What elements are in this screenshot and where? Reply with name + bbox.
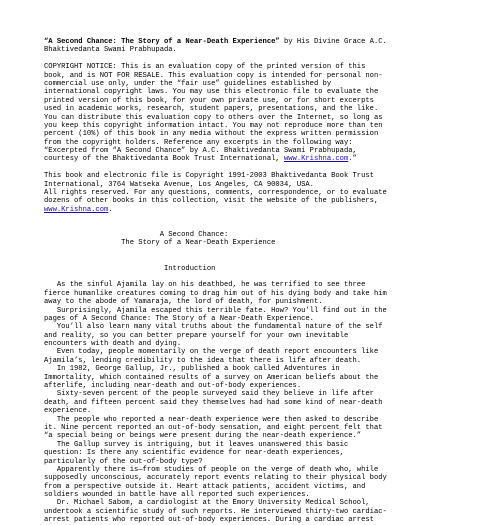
trust-link-line xyxy=(44,206,475,214)
body-line: undertook a scientific study of such reports. He interviewed thirty-two cardiac- xyxy=(44,507,387,516)
copyright-line: You can distribute this evaluation copy to others over the Internet, so long as xyxy=(44,113,383,122)
body-line: Ajamila’s, lending credibility to the idea that there is life after death. xyxy=(44,356,362,365)
body-line: encounters with death and dying. xyxy=(44,340,182,349)
copyright-line: COPYRIGHT NOTICE: This is an evaluation copy of the printed version of this xyxy=(44,63,366,72)
copyright-notice xyxy=(44,63,475,164)
copyright-line: percent (10%) of this book in any media without the express written permission xyxy=(44,130,379,139)
body-line: In 1982, George Gallup, Jr., published a book called Adventures in xyxy=(44,365,340,374)
courtesy-end: .” xyxy=(348,155,357,164)
copyright-line: printed version of this book, for your own private use, or for short excerpts xyxy=(44,96,374,105)
copyright-line: international copyright laws. You may use this electronic file to evaluate the xyxy=(44,88,379,97)
body-line: Surprisingly, Ajamila escaped this terrible fate. How? You’ll find out in the xyxy=(44,306,387,315)
copyright-line: you keep this copyright information intact. You may not reproduce more than ten xyxy=(44,121,383,130)
author-name-line: Bhaktivedanta Swami Prabhupada. xyxy=(44,46,177,55)
body-line: As the sinful Ajamila lay on his deathbed, he was terrified to see three xyxy=(44,281,366,290)
courtesy-text: courtesy of the Bhaktivedanta Book Trust International, xyxy=(44,155,284,164)
body-line: Sixty-seven percent of the people surveyed said they believe in life after xyxy=(44,390,374,399)
body-line: The Gallup survey is intriguing, but it leaves unanswered this basic xyxy=(44,440,349,449)
body-line: experience. xyxy=(44,407,92,416)
section-title: Introduction xyxy=(163,264,216,273)
body-line: fierce humanlike creatures coming to drag him out of his dying body and take him xyxy=(44,289,387,298)
trust-line: International, 3764 Watseka Avenue, Los Angeles, CA 90034, USA. xyxy=(44,180,314,189)
body-line: question: Is there any scientific evidence for near-death experiences, xyxy=(44,449,344,458)
body-line: it. Nine percent reported an out-of-body sensation, and eight percent felt that xyxy=(44,423,383,432)
author-byline: by His Divine Grace A.C. xyxy=(279,38,387,46)
publisher-website-link[interactable]: www.Krishna.com xyxy=(44,205,109,214)
body-line: death, and fifteen percent said they themselves had had some kind of near-death xyxy=(44,398,383,407)
copyright-line: “Excerpted from “A Second Chance” by A.C. Bhaktivedanta Swami Prabhupada, xyxy=(44,147,357,156)
body-line: Immortality, which contained results of a survey on American beliefs about the xyxy=(44,373,379,382)
body-line: Apparently there is—from studies of people on the verge of death who, while xyxy=(44,465,379,474)
copyright-line: book, and is NOT FOR RESALE. This evaluation copy is intended for personal non- xyxy=(44,71,383,80)
body-line: from a perspective outside it. Heart attack patients, accident victims, and xyxy=(44,482,366,491)
trust-line: This book and electronic file is Copyright 1991-2003 Bhaktivedanta Book Trust xyxy=(44,172,374,181)
copyright-line: commercial use only, under the “fair use” guidelines established by xyxy=(44,79,332,88)
courtesy-line xyxy=(44,155,475,163)
heading-subtitle: The Story of a Near-Death Experience xyxy=(121,239,276,248)
body-line: You’ll also learn many vital truths about the fundamental nature of the self xyxy=(44,323,383,332)
trust-paragraph xyxy=(44,172,475,214)
body-line: afterlife, including near-death and out-of-body experiences. xyxy=(44,382,302,391)
trust-link-end: . xyxy=(108,205,113,214)
section-heading xyxy=(44,265,475,273)
body-line: supposedly unconscious, accurately report events relating to their physical body xyxy=(44,474,387,483)
body-line: soldiers wounded in battle have all reported such experiences. xyxy=(44,491,310,500)
body-line: arrest patients who reported out-of-body experiences. During a cardiac arrest xyxy=(44,516,374,525)
body-line: pages of A Second Chance: The Story of a Near-Death Experience. xyxy=(44,314,314,323)
copyright-line: used in academic works, research, student papers, presentations, and the like. xyxy=(44,105,379,114)
heading-title: A Second Chance: xyxy=(159,230,229,239)
body-line: Even today, people momentarily on the verge of death report encounters like xyxy=(44,348,379,357)
intro-line xyxy=(44,38,475,46)
body-line: Dr. Michael Sabom, a cardiologist at the Emory University Medical School, xyxy=(44,499,370,508)
body-line: The people who reported a near-death experience were then asked to describe xyxy=(44,415,379,424)
body-line: particularly of the out-of-body type? xyxy=(44,457,203,466)
body-line: “a special being or beings were present during the near-death experience.” xyxy=(44,432,362,441)
book-heading-line1 xyxy=(44,231,475,239)
body-line: and reality, so you can better prepare yourself for your own inevitable xyxy=(44,331,349,340)
trust-line: All rights reserved. For any questions, comments, correspondence, or to evaluate xyxy=(44,189,387,198)
book-heading-line2 xyxy=(44,239,475,247)
krishna-com-link[interactable]: www.Krishna.com xyxy=(283,155,349,164)
introduction-body xyxy=(44,281,475,524)
trust-line: dozens of other books in this collection, visit the website of the publishers, xyxy=(44,197,379,206)
copyright-line: from the copyright holders. Reference any excerpts in the following way: xyxy=(44,138,353,147)
book-title: “A Second Chance: The Story of a Near-Death Experience” xyxy=(44,38,280,46)
body-line: away to the abode of Yamaraja, the lord of death, for punishment. xyxy=(44,298,323,307)
